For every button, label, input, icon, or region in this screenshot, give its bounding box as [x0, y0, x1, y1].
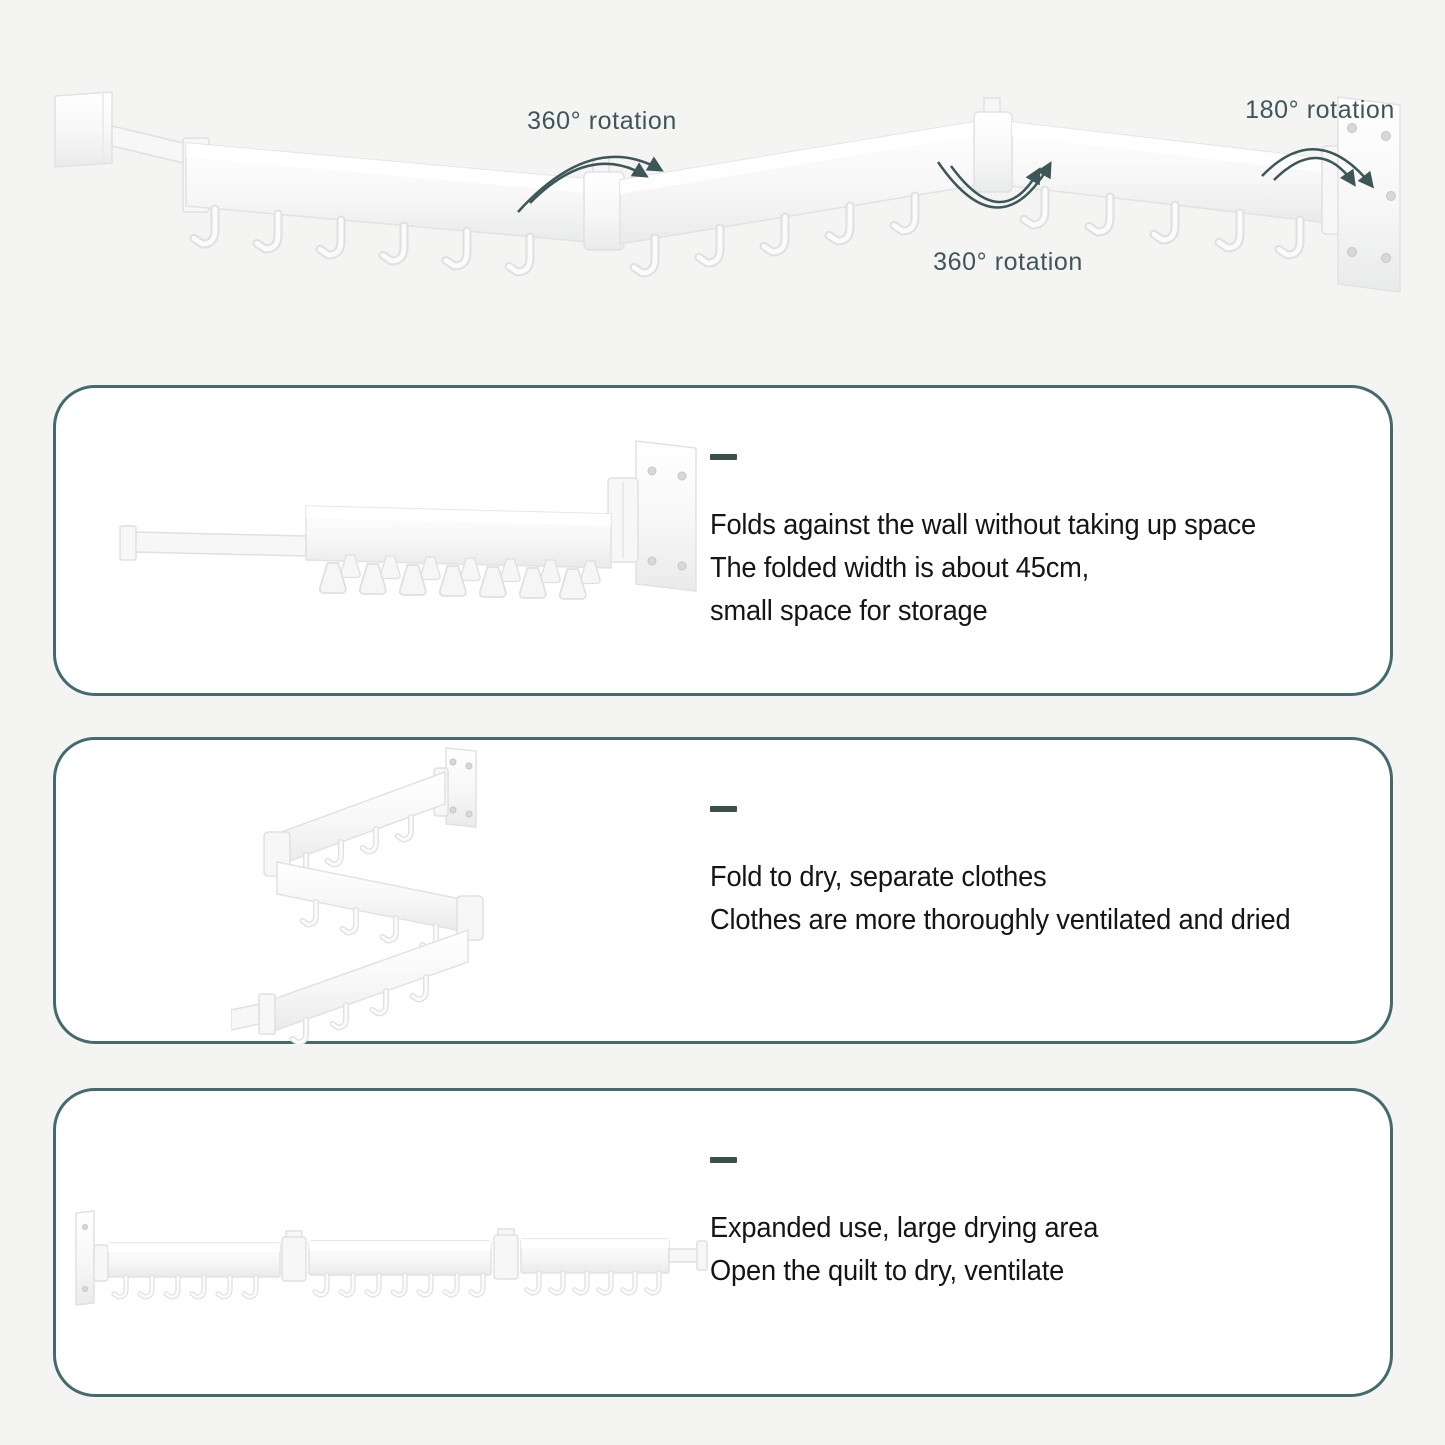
rotation-label-1: 360° rotation — [527, 107, 677, 135]
expanded-rack-image — [64, 1203, 712, 1328]
feature-panel-z-fold — [53, 737, 1393, 1044]
accent-dash — [710, 806, 737, 812]
right-extension-rod — [669, 1241, 707, 1270]
hero-illustration — [0, 0, 1445, 385]
z-fold-rack-image — [231, 742, 551, 1049]
joint-1 — [282, 1231, 306, 1281]
rotation-label-3: 180° rotation — [1245, 96, 1395, 124]
folded-extension-rod — [120, 526, 306, 560]
z-extension-rod — [231, 994, 275, 1034]
feature-line: Open the quilt to dry, ventilate — [710, 1255, 1065, 1287]
z-arm-top — [276, 772, 445, 878]
wall-plate — [636, 441, 696, 591]
right-wall-bracket — [1322, 97, 1400, 292]
accent-dash — [710, 454, 737, 460]
segment-1 — [108, 1243, 280, 1297]
rotation-label-2: 360° rotation — [933, 248, 1083, 276]
feature-lines — [710, 856, 1351, 942]
feature-panel-expanded — [53, 1088, 1393, 1397]
feature-line: Clothes are more thoroughly ventilated and dried — [710, 904, 1291, 936]
z-arm-bottom — [271, 930, 468, 1043]
left-wall-cap — [55, 92, 112, 167]
feature-line: small space for storage — [710, 595, 988, 627]
segment-3 — [521, 1239, 669, 1293]
z-arm-middle — [277, 862, 466, 949]
feature-line: Fold to dry, separate clothes — [710, 861, 1047, 893]
folded-rack-image — [96, 426, 716, 681]
feature-lines — [710, 504, 1351, 633]
hinge-block — [608, 478, 638, 562]
hinge-block — [94, 1245, 108, 1281]
feature-text-folded — [710, 454, 1392, 633]
feature-line: The folded width is about 45cm, — [710, 552, 1090, 584]
feature-text-z-fold — [710, 806, 1392, 942]
swivel-joint-1 — [584, 158, 624, 250]
feature-panel-folded — [53, 385, 1393, 696]
feature-line: Expanded use, large drying area — [710, 1212, 1099, 1244]
wall-plate — [76, 1211, 94, 1305]
feature-lines — [710, 1207, 1351, 1293]
wall-plate — [446, 748, 476, 827]
segment-2 — [309, 1241, 491, 1295]
joint-2 — [494, 1229, 518, 1279]
feature-text-expanded — [710, 1157, 1392, 1293]
feature-line: Folds against the wall without taking up space — [710, 509, 1256, 541]
extended-rack-image — [0, 0, 1445, 385]
accent-dash — [710, 1157, 737, 1163]
swivel-joint-2 — [974, 98, 1012, 192]
rack-arm-2 — [620, 120, 985, 244]
